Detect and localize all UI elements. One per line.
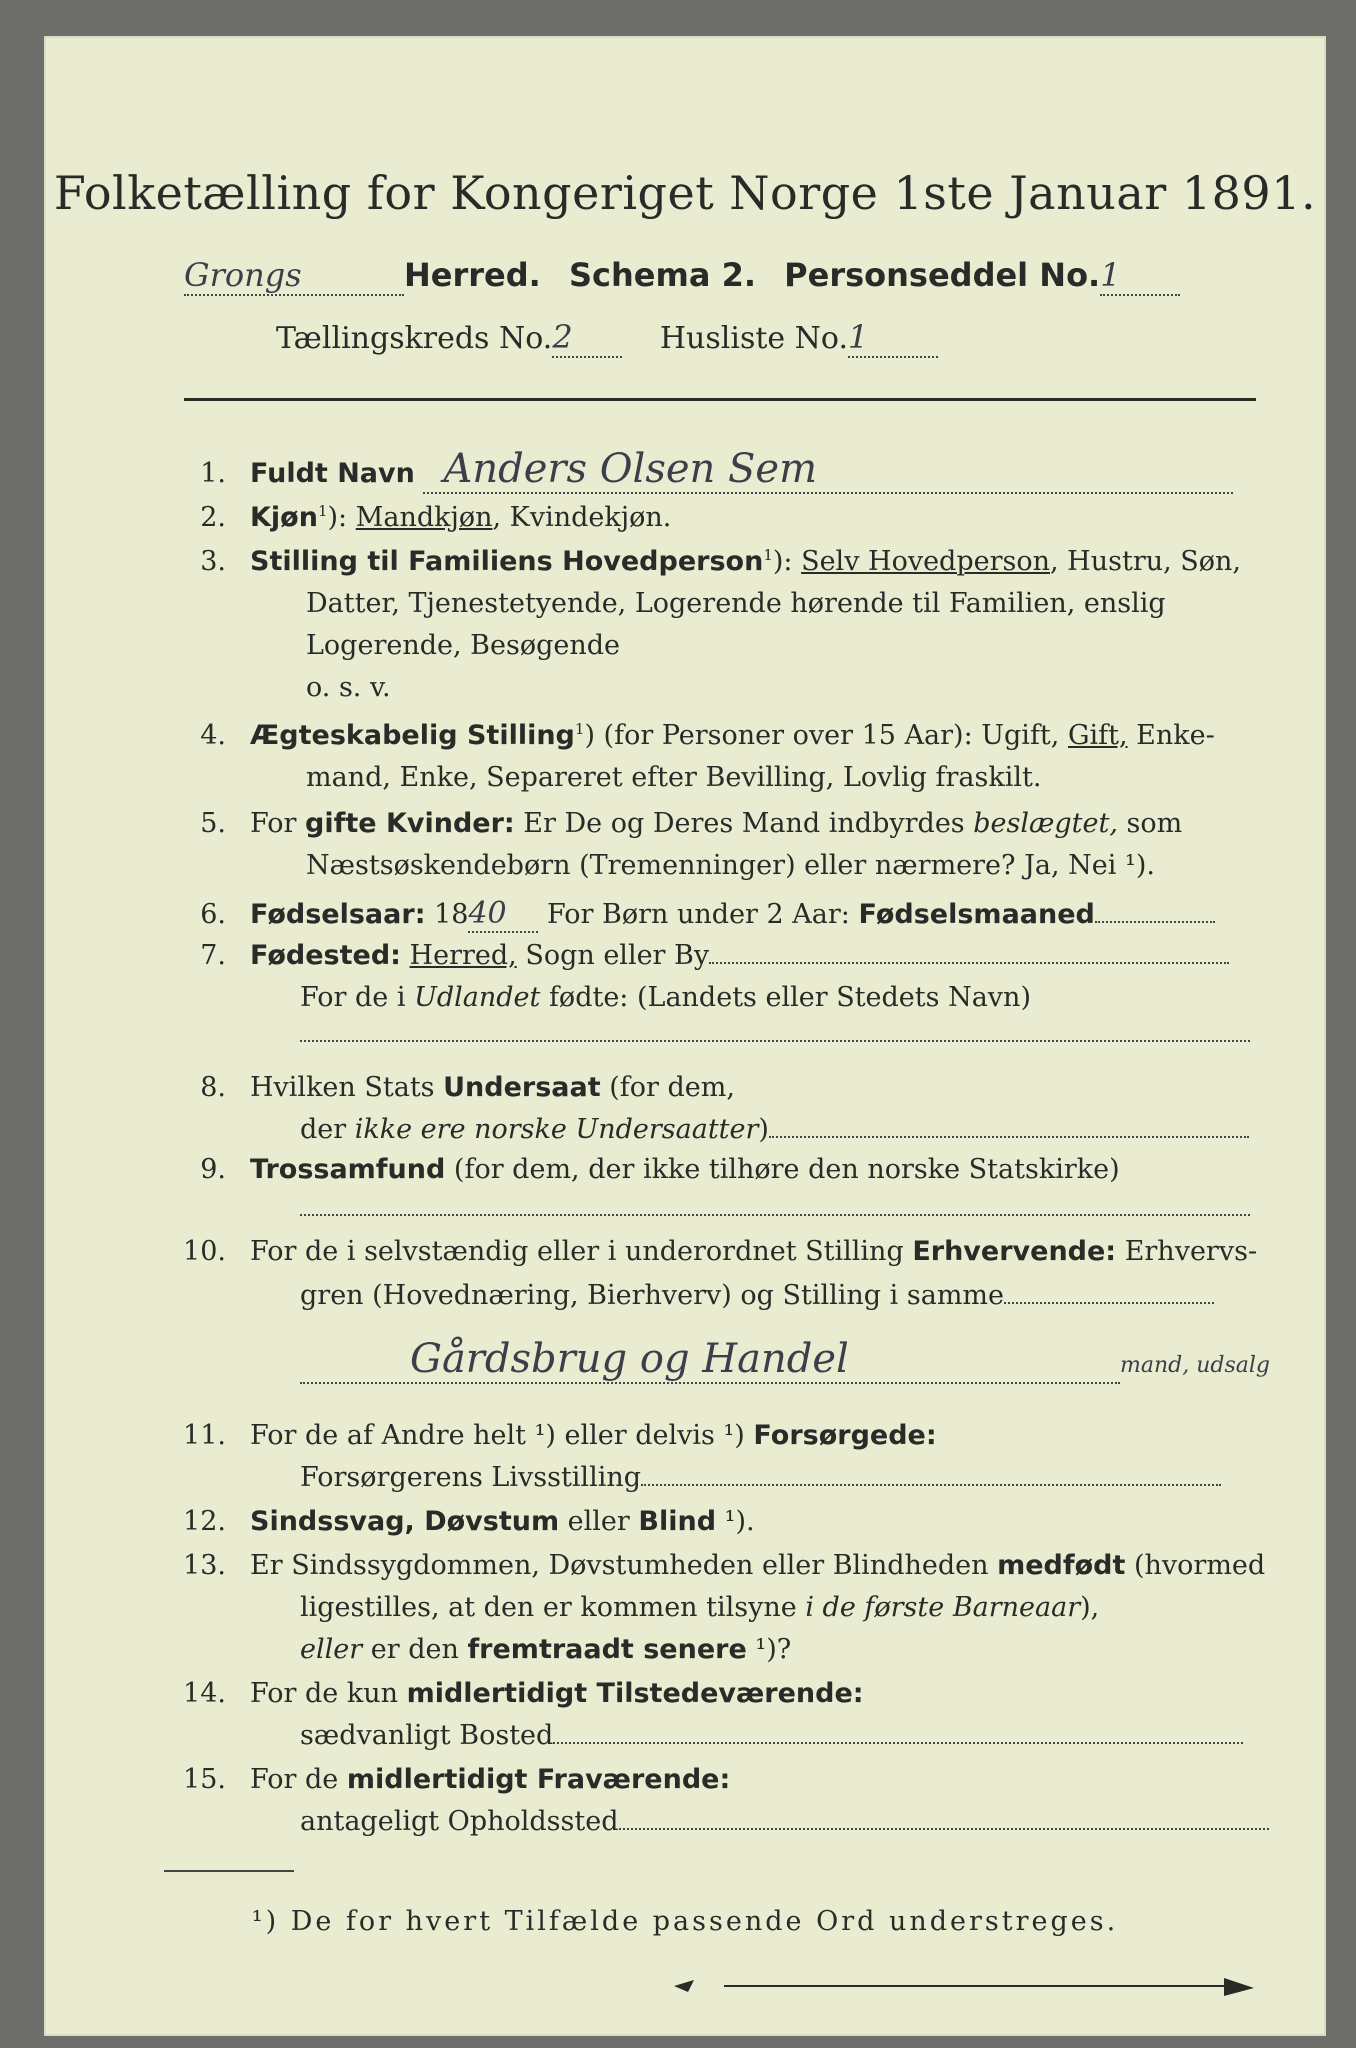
- item-8-dots: [769, 1136, 1249, 1138]
- item-10: 10. For de i selvstændig eller i underordnet Stilling Erhvervende: Erhvervs-: [183, 1236, 1258, 1267]
- item-6-dots: [1095, 921, 1215, 923]
- item-3-selected: Selv Hovedperson: [801, 546, 1051, 577]
- footnote: ¹) De for hvert Tilfælde passende Ord understreges.: [251, 1906, 1119, 1937]
- kreds-value: 2: [552, 318, 622, 358]
- item-13-line2: ligestilles, at den er kommen tilsyne i de første Barneaar),: [300, 1592, 1100, 1623]
- item-8: 8. Hvilken Stats Undersaat (for dem,: [200, 1072, 735, 1103]
- item-14: 14. For de kun midlertidigt Tilstedeværende:: [183, 1678, 864, 1709]
- item-7: 7. Fødested: Herred, Sogn eller By: [174, 940, 1229, 971]
- item-10-dots: [1004, 1302, 1214, 1304]
- item-10-value: Gårdsbrug og Handel: [300, 1336, 1120, 1384]
- bottom-ornament: [664, 1966, 1284, 2006]
- item-7-selected: Herred,: [409, 940, 517, 971]
- item-11-dots: [641, 1484, 1221, 1486]
- item-1-label: Fuldt Navn: [250, 458, 415, 489]
- personseddel-label: Personseddel No.: [784, 256, 1101, 294]
- item-6-value: 40: [468, 896, 538, 933]
- header-divider: [184, 398, 1256, 401]
- item-2-selected: Mandkjøn: [355, 502, 493, 533]
- form-title: Folketælling for Kongeriget Norge 1ste Januar 1891.: [53, 166, 1317, 220]
- item-13-line3: eller er den fremtraadt senere ¹)?: [300, 1634, 792, 1665]
- item-10-answer: [300, 1336, 1270, 1384]
- item-7-dots: [709, 962, 1229, 964]
- item-10-line2: gren (Hovednæring, Bierhverv) og Stilling i samme: [300, 1280, 1214, 1311]
- schema-label: Schema 2.: [568, 256, 756, 294]
- item-9-blank-line: [300, 1214, 1250, 1216]
- item-4: 4. Ægteskabelig Stilling$^1$) (for Personer over 15 Aar): Ugift, Gift, Enke-: [200, 720, 1215, 751]
- footnote-rule: [164, 1870, 294, 1872]
- herred-value: Grongs: [184, 256, 404, 296]
- census-form-sheet: [44, 36, 1326, 2036]
- item-6: 6. Fødselsaar: 1840 For Børn under 2 Aar: Fødselsmaaned: [174, 896, 1215, 933]
- herred-label: Herred.: [404, 256, 541, 294]
- item-12: 12. Sindssvag, Døvstum eller Blind ¹).: [183, 1506, 755, 1537]
- item-10-value2: mand, udsalg: [1120, 1353, 1270, 1378]
- kreds-label: Tællingskreds No.: [276, 321, 553, 356]
- item-11: 11. For de af Andre helt ¹) eller delvis ¹) Forsørgede:: [183, 1420, 937, 1451]
- item-9: 9. Trossamfund (for dem, der ikke tilhøre den norske Statskirke): [200, 1154, 1120, 1185]
- item-3-line3: Logerende, Besøgende: [306, 630, 620, 661]
- item-3: 3. Stilling til Familiens Hovedperson$^1$): Selv Hovedperson, Hustru, Søn,: [200, 546, 1242, 577]
- item-14-dots: [553, 1742, 1243, 1744]
- item-7-blank-line: [300, 1040, 1250, 1042]
- item-14-line2: sædvanligt Bosted: [300, 1720, 1243, 1751]
- item-7-line2: For de i Udlandet fødte: (Landets eller Stedets Navn): [300, 982, 1031, 1013]
- item-5-line2: Næstsøskendebørn (Tremenninger) eller nærmere? Ja, Nei ¹).: [306, 850, 1155, 881]
- item-4-line2: mand, Enke, Separeret efter Bevilling, Lovlig fraskilt.: [306, 762, 1042, 793]
- item-1-value: Anders Olsen Sem: [423, 446, 1233, 494]
- husliste-value: 1: [848, 318, 938, 358]
- item-5: 5. For gifte Kvinder: Er De og Deres Mand indbyrdes beslægtet, som: [200, 808, 1183, 839]
- item-1: 1. Fuldt Navn Anders Olsen Sem: [174, 446, 1233, 494]
- item-15: 15. For de midlertidigt Fraværende:: [183, 1764, 731, 1795]
- item-3-line2: Datter, Tjenestetyende, Logerende hørende til Familien, enslig: [306, 588, 1166, 619]
- item-4-selected: Gift,: [1067, 720, 1128, 751]
- item-13: 13. Er Sindssygdommen, Døvstumheden eller Blindheden medfødt (hvormed: [183, 1550, 1266, 1581]
- item-8-line2: der ikke ere norske Undersaatter): [300, 1114, 1249, 1145]
- herred-line: [184, 256, 1180, 296]
- kreds-line: [276, 318, 938, 358]
- personseddel-value: 1: [1100, 256, 1180, 296]
- item-3-line4: o. s. v.: [306, 672, 391, 703]
- husliste-label: Husliste No.: [659, 321, 849, 356]
- item-2: 2. Kjøn$^1$): Mandkjøn, Kvindekjøn.: [200, 502, 672, 533]
- item-15-dots: [619, 1828, 1269, 1830]
- item-15-line2: antageligt Opholdssted: [300, 1806, 1269, 1837]
- item-11-line2: Forsørgerens Livsstilling: [300, 1462, 1221, 1493]
